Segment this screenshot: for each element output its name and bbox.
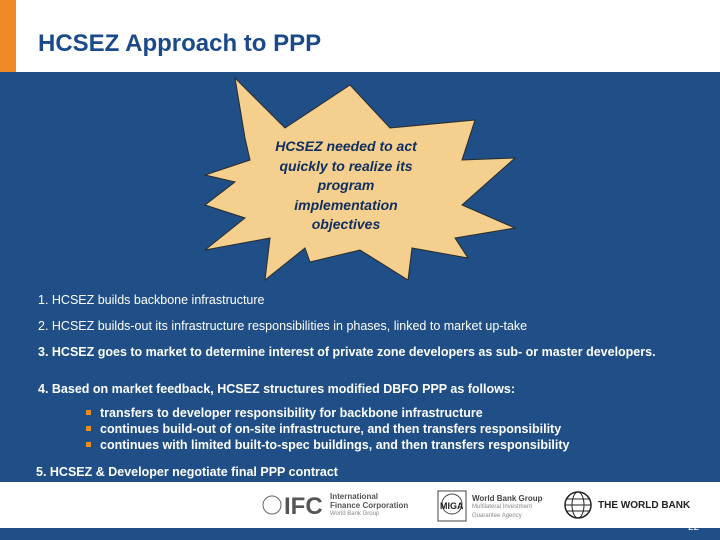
- sub-item-text: transfers to developer responsibility for backbone infrastructure: [100, 406, 483, 420]
- square-bullet-icon: [86, 426, 91, 431]
- miga-line: World Bank Group: [472, 494, 543, 503]
- starburst-line: program: [317, 177, 375, 193]
- world-bank-globe-icon: [563, 490, 593, 520]
- ifc-logo-icon: [262, 490, 326, 520]
- sub-item-text: continues build-out of on-site infrastructure, and then transfers responsibility: [100, 422, 562, 436]
- miga-logo-text: [472, 494, 543, 521]
- miga-logo-icon: [437, 490, 467, 522]
- starburst-line: implementation: [294, 196, 398, 213]
- list-item-3: 3. HCSEZ goes to market to determine interest of private zone developers as sub- or master developers.: [38, 345, 656, 359]
- ifc-line: World Bank Group: [330, 511, 380, 517]
- sub-item-2: [100, 421, 680, 437]
- sub-item-1: [100, 405, 680, 421]
- footer-bar: [0, 528, 720, 540]
- starburst-line: objectives: [311, 216, 381, 232]
- square-bullet-icon: [86, 410, 91, 415]
- miga-line: Multilateral Investment: [472, 504, 533, 510]
- list-item-2: 2. HCSEZ builds-out its infrastructure responsibilities in phases, linked to market up-take: [38, 319, 528, 333]
- list-item-4: 4. Based on market feedback, HCSEZ structures modified DBFO PPP as follows:: [38, 382, 515, 396]
- starburst-line: quickly to realize its: [279, 157, 413, 174]
- page-number: 22: [688, 522, 700, 533]
- list-item-5: 5. HCSEZ & Developer negotiate final PPP contract: [36, 465, 338, 479]
- title-bar: [0, 0, 720, 72]
- slide-title: HCSEZ Approach to PPP: [38, 30, 322, 57]
- ifc-logo-text: [330, 492, 408, 519]
- square-bullet-icon: [86, 442, 91, 447]
- starburst-line: HCSEZ needed to act: [275, 138, 417, 154]
- sub-item-3: [100, 437, 680, 453]
- ifc-line: Finance Corporation: [330, 501, 409, 510]
- list-item-1: 1. HCSEZ builds backbone infrastructure: [38, 293, 265, 307]
- world-bank-name: THE WORLD BANK: [598, 500, 691, 511]
- ifc-logo-mark: IFC: [284, 493, 323, 520]
- miga-logo-mark: MIGA: [440, 501, 464, 511]
- starburst-text: [256, 137, 436, 235]
- title-accent-bar: [0, 0, 16, 72]
- sub-item-text: continues with limited built-to-spec buildings, and then transfers responsibility: [100, 438, 570, 452]
- ifc-line: International: [330, 492, 379, 501]
- miga-line: Guarantee Agency: [472, 513, 522, 519]
